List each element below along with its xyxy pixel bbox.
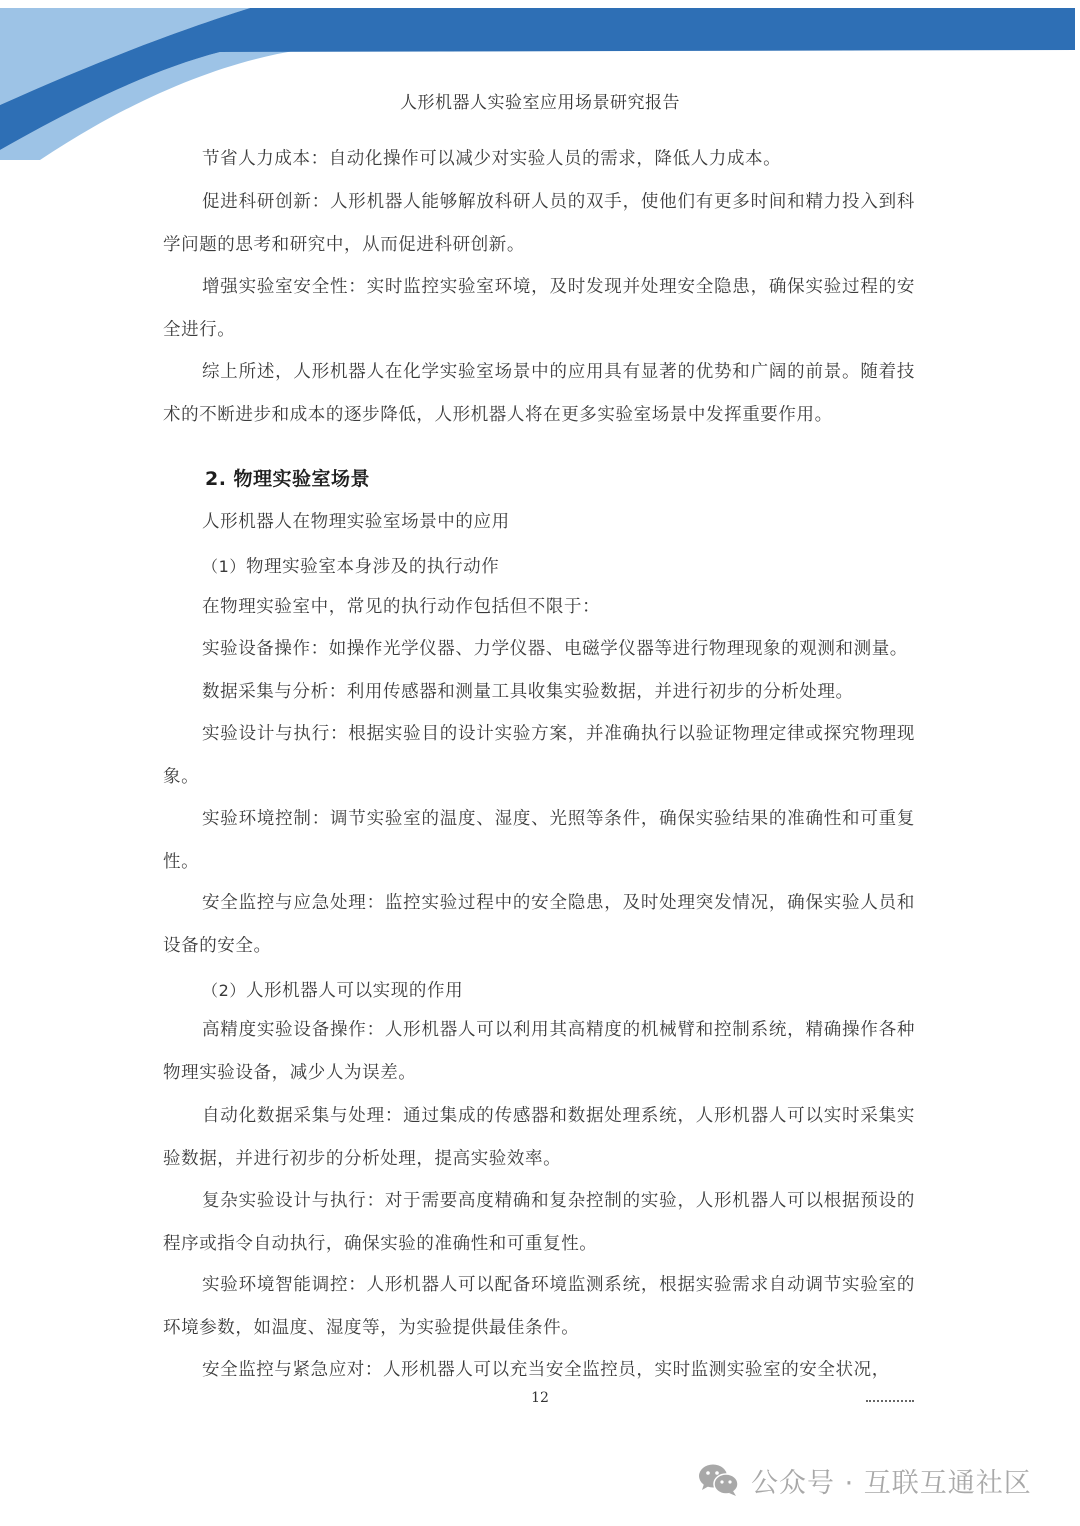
subsection-heading-1: [202, 553, 499, 578]
list-item: 实验环境智能调控：人形机器人可以配备环境监测系统，根据实验需求自动调节实验室的环境参数，如温度、湿度等，为实验提供最佳条件。: [163, 1275, 915, 1338]
wechat-watermark: [697, 1458, 1032, 1502]
list-item: 实验设备操作：如操作光学仪器、力学仪器、电磁学仪器等进行物理现象的观测和测量。: [202, 639, 908, 659]
subsection-number: （2）: [202, 981, 246, 1000]
paragraph: 综上所述，人形机器人在化学实验室场景中的应用具有显著的优势和广阔的前景。随着技术的不断进步和成本的逐步降低，人形机器人将在更多实验室场景中发挥重要作用。: [163, 362, 915, 425]
section-heading: 2. 物理实验室场景: [205, 468, 371, 490]
header-swoosh-decoration: [0, 0, 1080, 160]
subsection-label: 人形机器人可以实现的作用: [245, 981, 464, 1001]
section-intro: 人形机器人在物理实验室场景中的应用: [202, 512, 510, 532]
list-item: 实验设计与执行：根据实验目的设计实验方案，并准确执行以验证物理定律或探究物理现象。: [163, 724, 915, 787]
document-header-title: 人形机器人实验室应用场景研究报告: [400, 93, 680, 113]
subsection-intro: 在物理实验室中，常见的执行动作包括但不限于：: [202, 597, 601, 617]
page-number: 12: [531, 1390, 549, 1406]
subsection-label: 物理实验室本身涉及的执行动作: [245, 557, 500, 577]
list-item: 复杂实验设计与执行：对于需要高度精确和复杂控制的实验，人形机器人可以根据预设的程序或指令自动执行，确保实验的准确性和可重复性。: [163, 1191, 915, 1254]
paragraph: 促进科研创新：人形机器人能够解放科研人员的双手，使他们有更多时间和精力投入到科学问题的思考和研究中，从而促进科研创新。: [163, 192, 915, 255]
wechat-icon: [697, 1462, 741, 1498]
list-item: 安全监控与应急处理：监控实验过程中的安全隐患，及时处理突发情况，确保实验人员和设备的安全。: [163, 893, 915, 956]
watermark-text: 公众号 · 互联互通社区: [751, 1467, 1032, 1499]
list-item: 自动化数据采集与处理：通过集成的传感器和数据处理系统，人形机器人可以实时采集实验数据，并进行初步的分析处理，提高实验效率。: [163, 1106, 915, 1169]
paragraph: 增强实验室安全性：实时监控实验室环境，及时发现并处理安全隐患，确保实验过程的安全进行。: [163, 277, 915, 340]
list-item: 数据采集与分析：利用传感器和测量工具收集实验数据，并进行初步的分析处理。: [202, 682, 854, 702]
list-item: 实验环境控制：调节实验室的温度、湿度、光照等条件，确保实验结果的准确性和可重复性。: [163, 809, 915, 872]
list-item: 安全监控与紧急应对：人形机器人可以充当安全监控员，实时监测实验室的安全状况，: [202, 1360, 890, 1380]
subsection-heading-2: [202, 977, 463, 1002]
subsection-number: （1）: [202, 557, 246, 576]
paragraph: 节省人力成本：自动化操作可以减少对实验人员的需求，降低人力成本。: [202, 149, 782, 169]
footer-mark: [866, 1400, 914, 1404]
list-item: 高精度实验设备操作：人形机器人可以利用其高精度的机械臂和控制系统，精确操作各种物理实验设备，减少人为误差。: [163, 1020, 915, 1083]
